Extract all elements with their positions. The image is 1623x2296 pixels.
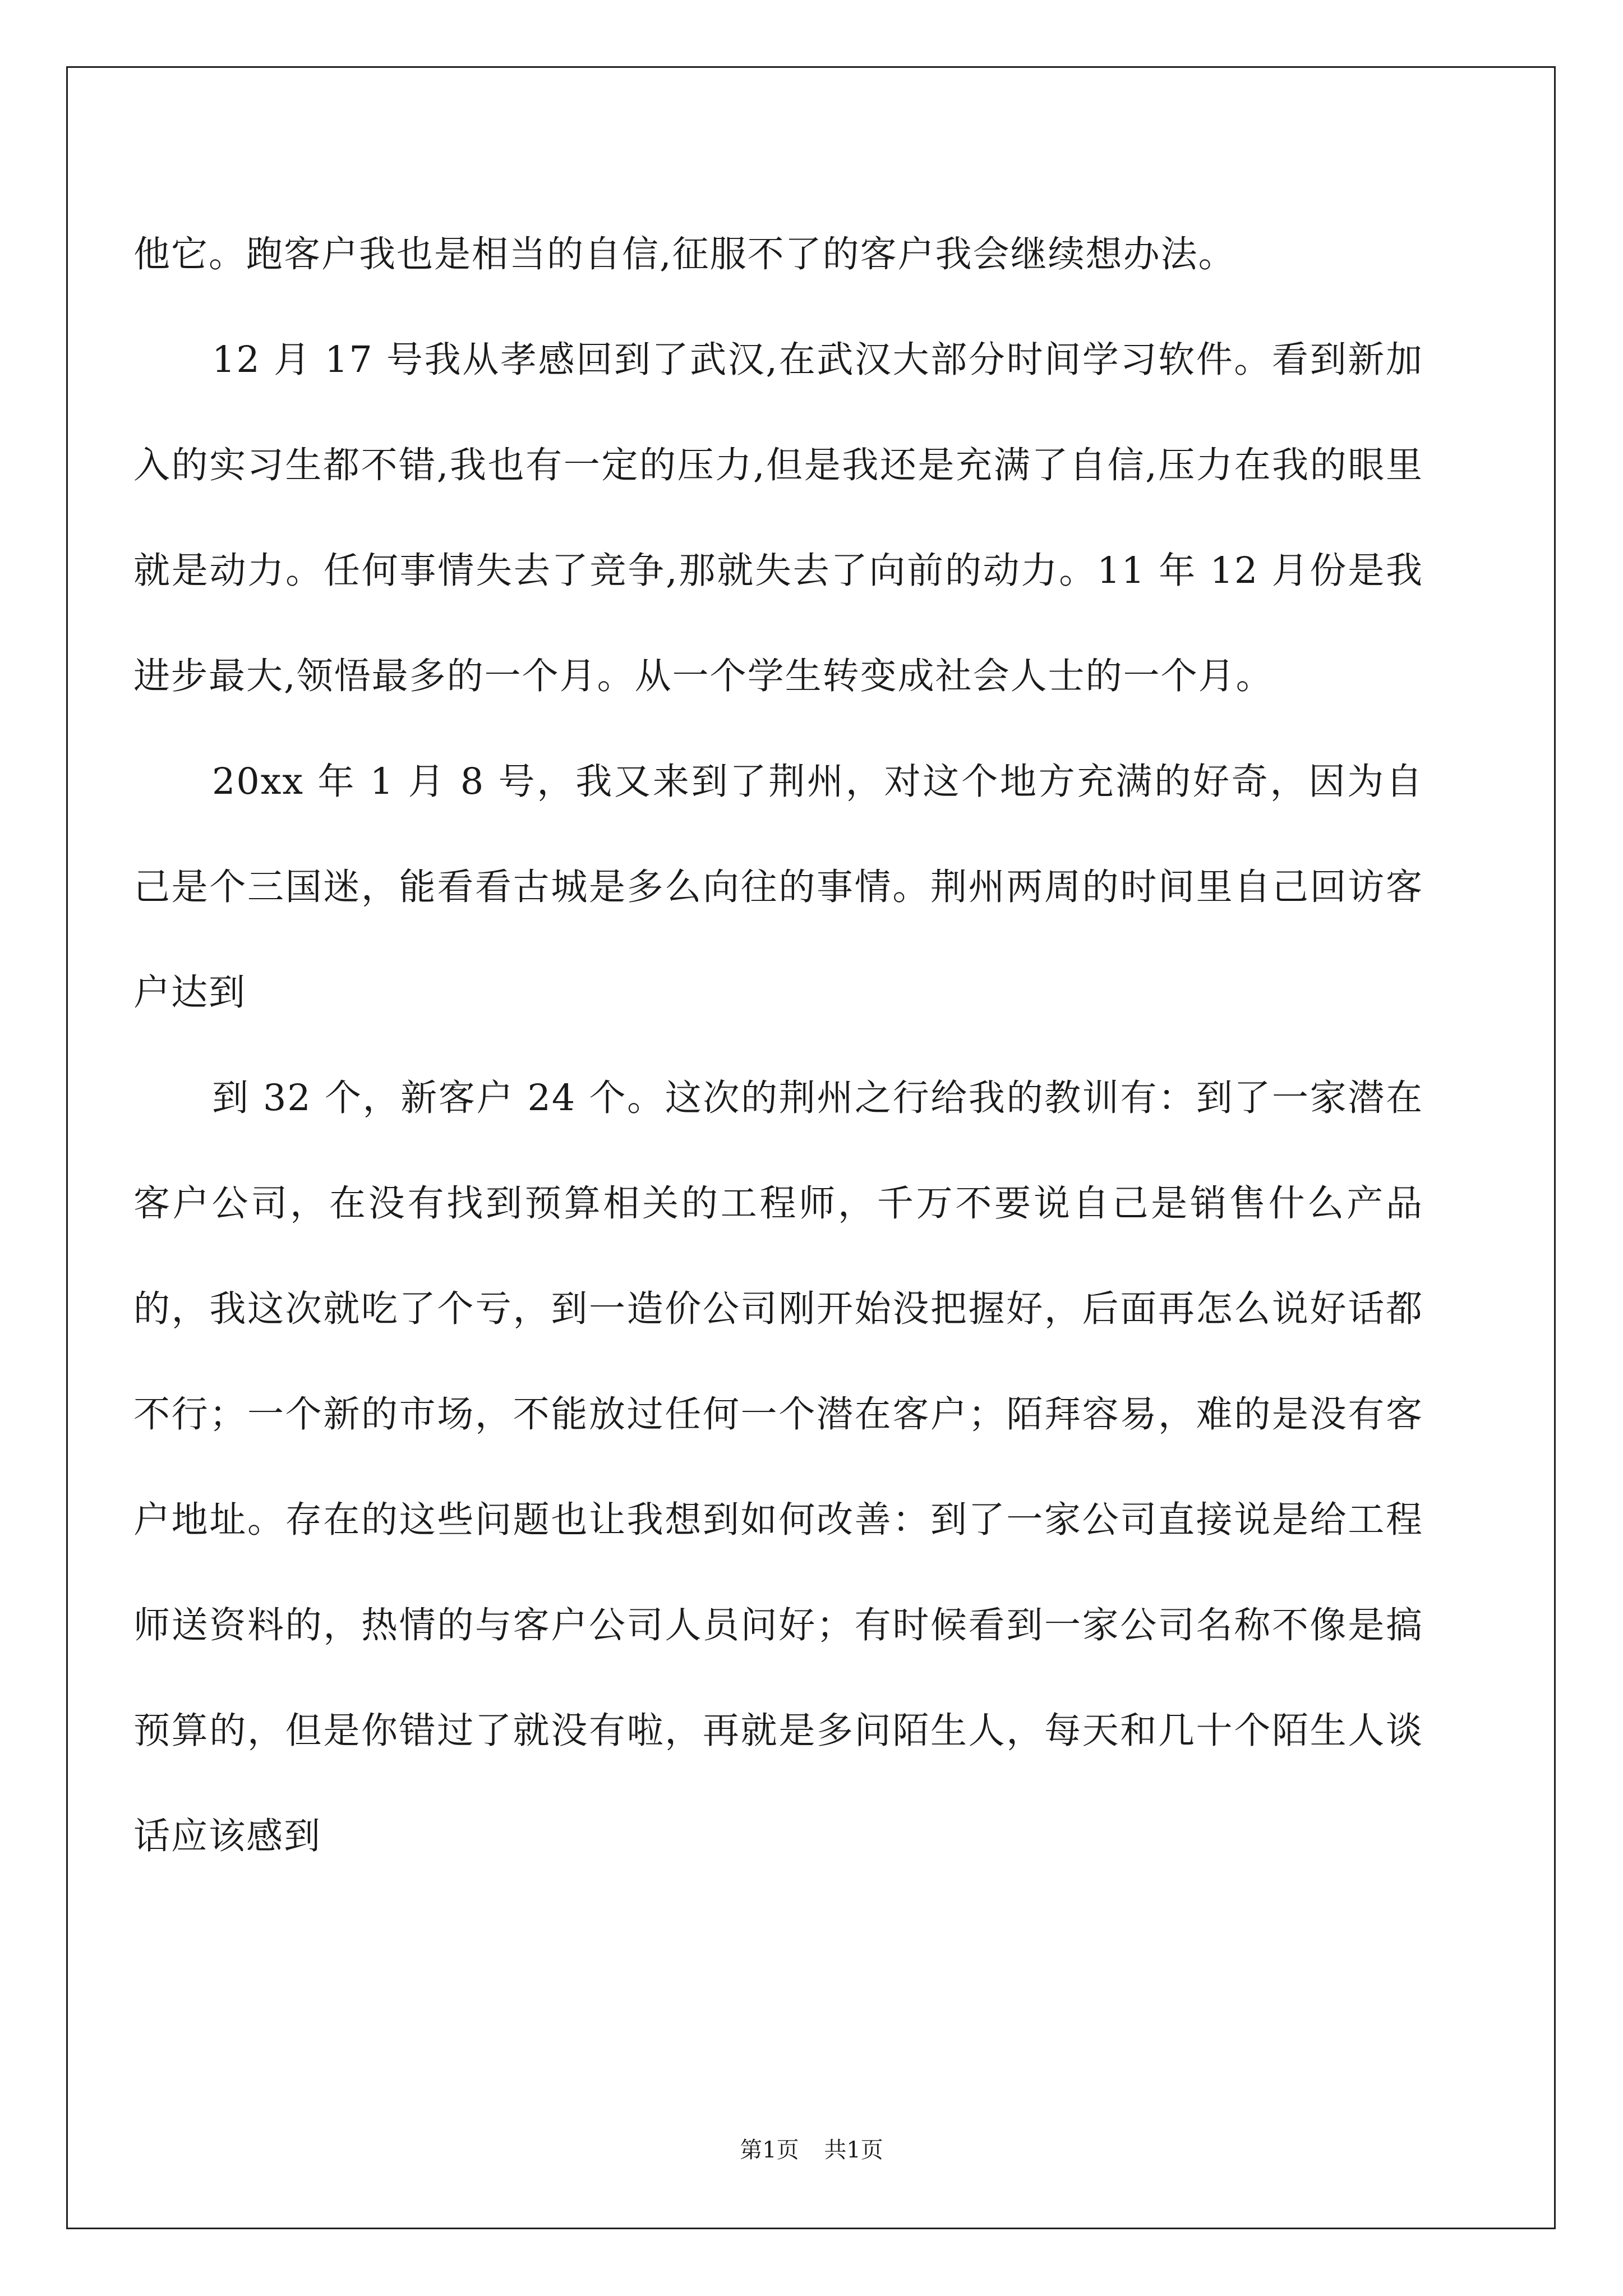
page-footer xyxy=(0,2136,1623,2164)
paragraph-4: 到 32 个，新客户 24 个。这次的荆州之行给我的教训有：到了一家潜在客户公司，在没有找到预算相关的工程师，千万不要说自己是销售什么产品的，我这次就吃了个亏，到一造价公司刚开始没把握好，后面再怎么说好话都不行；一个新的市场，不能放过任何一个潜在客户；陌拜容易，难的是没有客户地址。存在的这些问题也让我想到如何改善：到了一家公司直接说是给工程师送资料的，热情的与客户公司人员问好；有时候看到一家公司名称不像是搞预算的，但是你错过了就没有啦，再就是多问陌生人，每天和几十个陌生人谈话应该感到 xyxy=(133,1077,1423,1857)
page-total: 共1页 xyxy=(824,2137,883,2163)
paragraph-1: 他它。跑客户我也是相当的自信,征服不了的客户我会继续想办法。 xyxy=(133,233,1236,275)
document-body xyxy=(133,202,1423,1889)
paragraph-2: 12 月 17 号我从孝感回到了武汉,在武汉大部分时间学习软件。看到新加入的实习生都不错,我也有一定的压力,但是我还是充满了自信,压力在我的眼里就是动力。任何事情失去了竞争,那就失去了向前的动力。11 年 12 月份是我进步最大,领悟最多的一个月。从一个学生转变成社会人士的一个月。 xyxy=(133,339,1423,697)
page-number: 第1页 xyxy=(740,2137,799,2163)
paragraph-3: 20xx 年 1 月 8 号，我又来到了荆州，对这个地方充满的好奇，因为自己是个三国迷，能看看古城是多么向往的事情。荆州两周的时间里自己回访客户达到 xyxy=(133,761,1423,1014)
